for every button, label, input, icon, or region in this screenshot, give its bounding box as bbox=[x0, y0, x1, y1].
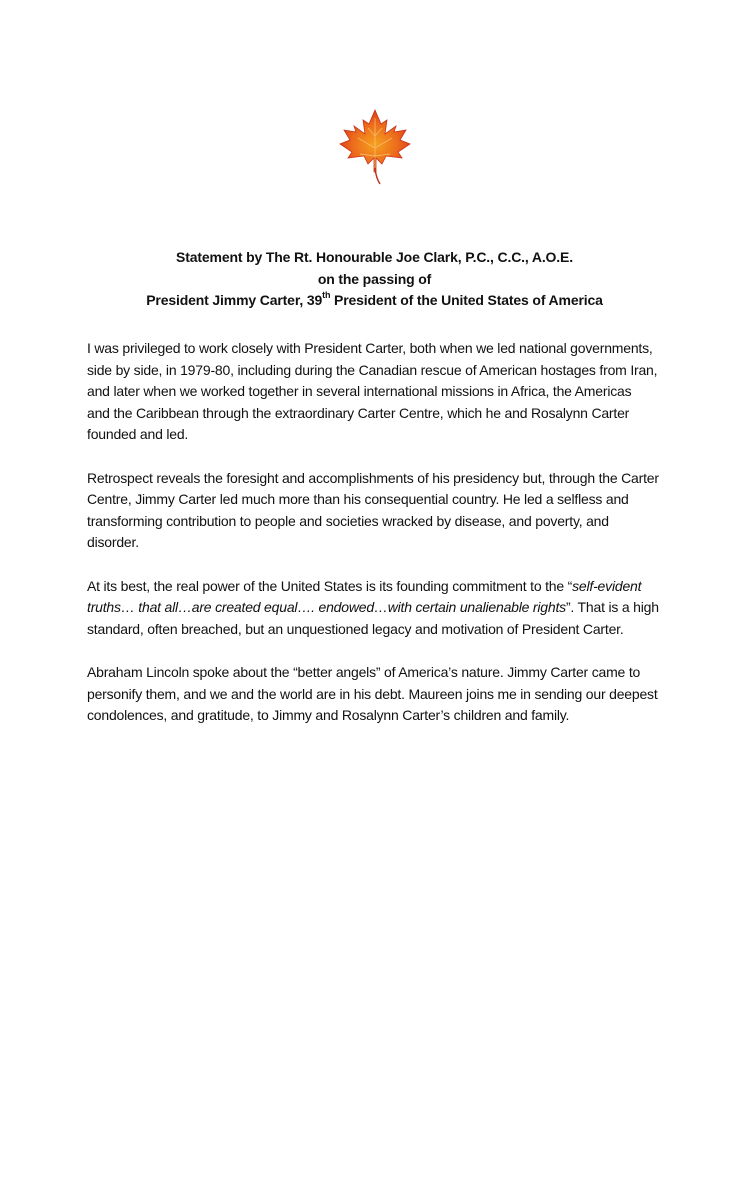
paragraph-line: Retrospect reveals the foresight and accomplishments of his presidency but, through the Carter bbox=[87, 469, 659, 486]
paragraph-line: condolences, and gratitude, to Jimmy and Rosalynn Carter’s children and family. bbox=[87, 707, 570, 724]
paragraph-line: founded and led. bbox=[87, 426, 189, 443]
paragraph-line: side by side, in 1979-80, including during the Canadian rescue of American hostages from Iran, bbox=[87, 361, 658, 378]
maple-leaf-icon bbox=[336, 108, 414, 188]
paragraph-line: I was privileged to work closely with President Carter, both when we led national governments, bbox=[87, 340, 653, 356]
title-line-1: Statement by The Rt. Honourable Joe Clark, P.C., C.C., A.O.E. bbox=[176, 249, 573, 265]
paragraph-line: standard, often breached, but an unquestioned legacy and motivation of President Carter. bbox=[87, 620, 624, 637]
paragraph-line: transforming contribution to people and societies wracked by disease, and poverty, and bbox=[87, 512, 609, 529]
paragraph-line: disorder. bbox=[87, 534, 139, 551]
paragraph-line: Centre, Jimmy Carter led much more than his consequential country. He led a selfless and bbox=[87, 491, 629, 508]
paragraph-line: and later when we worked together in several international missions in Africa, the Americas bbox=[87, 383, 632, 400]
statement-title bbox=[0, 247, 749, 312]
quote-lead-in: At its best, the real power of the United States is its founding commitment to the “ bbox=[87, 577, 573, 594]
paragraph-2 bbox=[87, 468, 677, 554]
paragraph-line: personify them, and we and the world are in his debt. Maureen joins me in sending our deepest bbox=[87, 685, 658, 702]
paragraph-line bbox=[87, 576, 677, 598]
title-line-3-pre: President Jimmy Carter, 39 bbox=[146, 292, 323, 308]
quote-tail: ”. That is a high bbox=[565, 599, 659, 616]
paragraph-line: Abraham Lincoln spoke about the “better angels” of America’s nature. Jimmy Carter came to bbox=[87, 663, 641, 680]
title-ordinal-suffix: th bbox=[322, 290, 331, 301]
title-line-3 bbox=[0, 290, 749, 312]
paragraph-4 bbox=[87, 662, 677, 727]
quote-italic-start: self-evident bbox=[572, 577, 642, 594]
paragraph-3 bbox=[87, 576, 677, 641]
title-line-2: on the passing of bbox=[317, 270, 432, 287]
statement-body bbox=[87, 338, 677, 748]
paragraph-line bbox=[87, 597, 677, 619]
title-line-3-post: President of the United States of America bbox=[330, 292, 603, 308]
quote-italic-cont: truths… that all…are created equal…. endowed…with certain unalienable rights bbox=[87, 599, 566, 616]
paragraph-line: and the Caribbean through the extraordinary Carter Centre, which he and Rosalynn Carter bbox=[87, 404, 630, 421]
paragraph-1 bbox=[87, 338, 677, 446]
